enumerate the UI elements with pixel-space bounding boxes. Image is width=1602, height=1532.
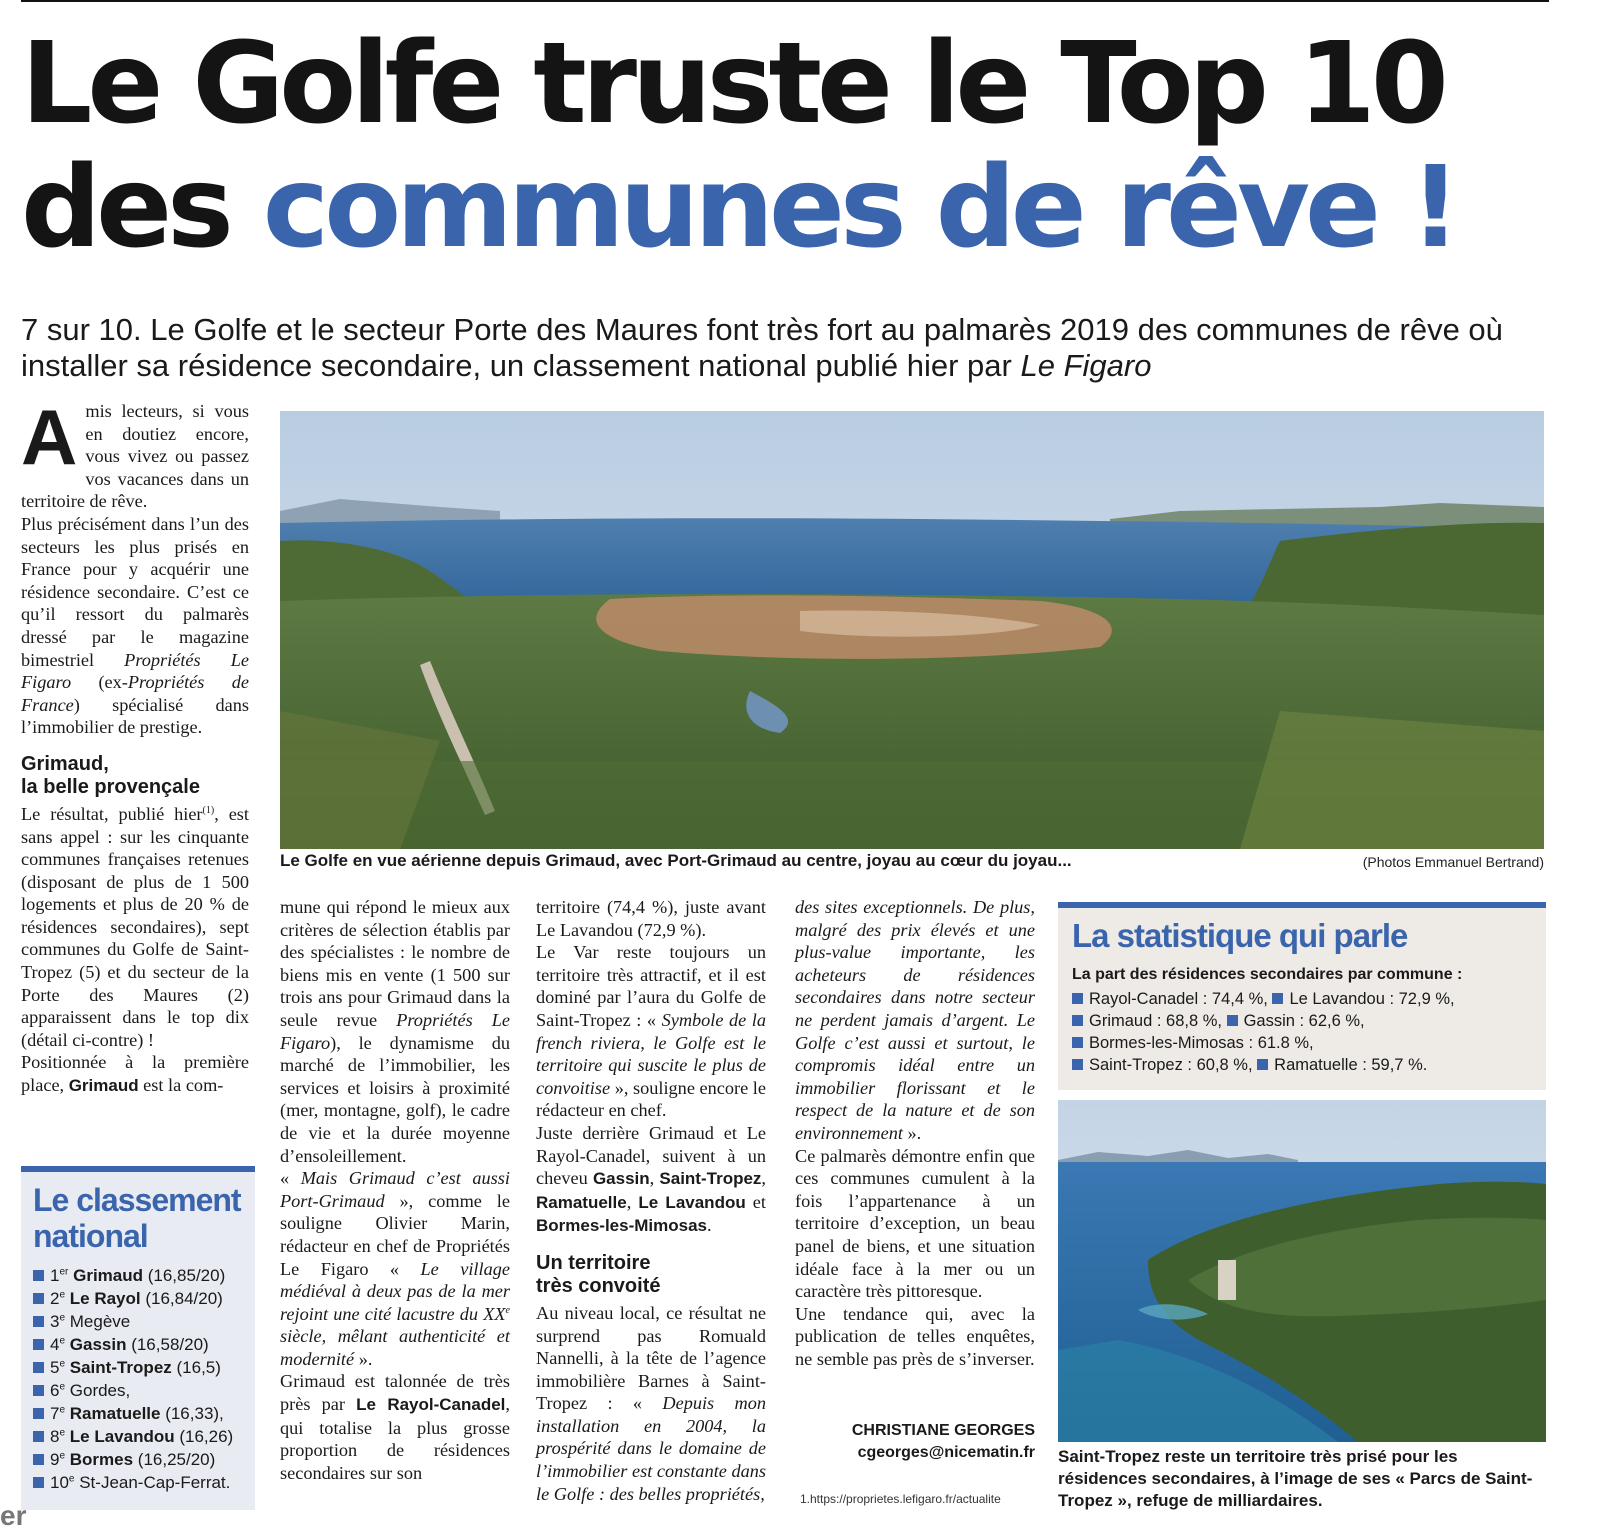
footnote: 1.https://proprietes.lefigaro.fr/actualite	[800, 1492, 1001, 1506]
square-bullet-icon	[1257, 1059, 1268, 1070]
commune-name: Saint-Tropez	[69, 1358, 172, 1377]
square-bullet-icon	[1272, 993, 1283, 1004]
rank-ordinal: e	[59, 1335, 66, 1347]
commune-name: Megève	[69, 1312, 131, 1331]
square-bullet-icon	[33, 1339, 44, 1350]
paragraph: Le résultat, publié hier$^{(1)}$, est sans appel : sur les cinquante communes françaises retenues (disposant de plus de 1 500 logements et plus de 20 % de résidences secondaires), sept communes du Golfe de Saint-Tropez (5) et du secteur de la Porte des Maures (2) apparaissent dans le top dix (détail ci-contre) !	[21, 803, 249, 1050]
commune-score: (16,33),	[160, 1404, 224, 1423]
top-rule	[21, 0, 1549, 2]
statistique-box	[1058, 902, 1546, 1090]
statistique-value: Saint-Tropez : 60,8 %,	[1089, 1056, 1253, 1074]
square-bullet-icon	[1072, 993, 1083, 1004]
classement-list	[21, 1264, 255, 1494]
rank-number: 5	[50, 1358, 60, 1377]
classement-item	[33, 1333, 255, 1356]
rank-ordinal: e	[59, 1404, 66, 1416]
aerial-photo-graphic	[280, 411, 1544, 849]
statistique-value: Grimaud : 68,8 %,	[1089, 1012, 1222, 1030]
standfirst-italic: Le Figaro	[1020, 348, 1152, 383]
paragraph: « Mais Grimaud c’est aussi Port-Grimaud », comme le souligne Olivier Marin, rédacteur en chef de Propriétés Le Figaro « Le village médiéval à deux pas de la mer rejoint une cité lacustre du XXe siècle, mêlant authenticité et modernité ».	[280, 1168, 510, 1369]
classement-item	[33, 1379, 255, 1402]
rank-ordinal: e	[59, 1312, 66, 1324]
rank-number: 2	[50, 1289, 60, 1308]
paragraph: Au niveau local, ce résultat ne surprend pas Romuald Nannelli, à la tête de l’agence immobilière Barnes à Saint-Tropez : « Depuis mon installation en 2004, la prospérité dans le domaine de l’immobilier est constante dans le Golfe : des belles propriétés,	[536, 1302, 767, 1504]
statistique-value: Gassin : 62,6 %,	[1243, 1012, 1365, 1030]
author-name: CHRISTIANE GEORGES	[851, 1422, 1035, 1439]
subhead-territoire: Un territoire très convoité	[536, 1251, 661, 1297]
article-column-1	[21, 393, 249, 1098]
paragraph: Plus précisément dans l’un des secteurs les plus prisés en France pour y acquérir une résidence secondaire. C’est ce qu’il ressort du palmarès dressé par le magazine bimestriel Propriétés Le Figaro (ex-Propriétés de France) spécialisé dans l’immobilier de prestige.	[21, 513, 249, 738]
rank-number: 8	[50, 1427, 60, 1446]
article-column-2	[280, 896, 510, 1484]
rank-ordinal: e	[59, 1381, 66, 1393]
subhead-grimaud: Grimaud, la belle provençale	[21, 752, 200, 798]
article-column-4	[795, 896, 1035, 1370]
statistique-value: Bormes-les-Mimosas : 61.8 %,	[1089, 1034, 1314, 1052]
commune-score: (16,26)	[174, 1427, 234, 1446]
commune-name: St-Jean-Cap-Ferrat.	[79, 1473, 231, 1492]
classement-item	[33, 1471, 255, 1494]
rank-number: 3	[50, 1312, 60, 1331]
rank-number: 6	[50, 1381, 60, 1400]
photo-caption-main: Le Golfe en vue aérienne depuis Grimaud, avec Port-Grimaud au centre, joyau au cœur du joyau...	[280, 851, 1072, 870]
classement-item	[33, 1310, 255, 1333]
square-bullet-icon	[1072, 1015, 1083, 1026]
square-bullet-icon	[33, 1477, 44, 1488]
rank-number: 4	[50, 1335, 60, 1354]
commune-name: Bormes	[69, 1450, 134, 1469]
paragraph: Une tendance qui, avec la publication de telles enquêtes, ne semble pas près de s’inverser.	[795, 1303, 1035, 1369]
commune-score: (16,5)	[171, 1358, 221, 1377]
square-bullet-icon	[33, 1385, 44, 1396]
commune-name: Grimaud	[73, 1266, 144, 1285]
classement-item	[33, 1425, 255, 1448]
paragraph-intro: Amis lecteurs, si vous en doutiez encore, vous vivez ou passez vos vacances dans un territoire de rêve.	[21, 393, 249, 512]
paragraph: Positionnée à la première place, Grimaud est la com-	[21, 1052, 249, 1096]
square-bullet-icon	[1072, 1059, 1083, 1070]
photo-saint-tropez	[1058, 1100, 1546, 1442]
rank-ordinal: e	[68, 1473, 75, 1485]
rank-number: 1	[50, 1266, 60, 1285]
classement-item	[33, 1402, 255, 1425]
square-bullet-icon	[33, 1316, 44, 1327]
author-signature	[795, 1420, 1035, 1464]
statistique-value: Rayol-Canadel : 74,4 %,	[1089, 990, 1268, 1008]
paragraph: Ce palmarès démontre enfin que ces communes cumulent à la fois l’appartenance à un territoire d’exception, un beau panel de biens, et une situation idéale face à la mer ou un caractère très pittoresque.	[795, 1145, 1035, 1302]
classement-item	[33, 1448, 255, 1471]
saint-tropez-photo-graphic	[1058, 1100, 1546, 1442]
photo-credit: (Photos Emmanuel Bertrand)	[1362, 854, 1544, 870]
statistique-value: Ramatuelle : 59,7 %.	[1274, 1056, 1428, 1074]
paragraph: territoire (74,4 %), juste avant Le Lavandou (72,9 %).	[536, 897, 766, 940]
photo-aerial-golfe	[280, 411, 1544, 849]
photo-caption-side: Saint-Tropez reste un territoire très prisé pour les résidences secondaires, à l’image de ses « Parcs de Saint-Tropez », refuge de milliardaires.	[1058, 1447, 1533, 1510]
paragraph: Juste derrière Grimaud et Le Rayol-Canadel, suivent à un cheveu Gassin, Saint-Tropez, Ramatuelle, Le Lavandou et Bormes-les-Mimosas.	[536, 1122, 766, 1236]
rank-number: 10	[50, 1473, 69, 1492]
rank-ordinal: e	[59, 1427, 66, 1439]
classement-title: Le classement national	[33, 1182, 241, 1254]
rank-ordinal: e	[59, 1289, 66, 1301]
rank-number: 9	[50, 1450, 60, 1469]
statistique-lead: La part des résidences secondaires par commune :	[1072, 966, 1463, 983]
paragraph: des sites exceptionnels. De plus, malgré des prix élevés et une plus-value importante, les acheteurs de résidences secondaires dans notre secteur ne perdent jamais d’argent. Le Golfe c’est aussi et surtout, le compromis idéal entre un immobilier florissant et le respect de la nature et de son environnement ».	[795, 897, 1035, 1143]
square-bullet-icon	[33, 1293, 44, 1304]
classement-box	[21, 1166, 255, 1510]
paragraph: Grimaud est talonnée de très près par Le Rayol-Canadel, qui totalise la plus grosse proportion de résidences secondaires sur son	[280, 1371, 510, 1483]
headline-line1: Le Golfe truste le Top 10	[21, 19, 1444, 149]
statistique-row	[1072, 1032, 1546, 1054]
commune-name: Gordes,	[69, 1381, 131, 1400]
rank-number: 7	[50, 1404, 60, 1423]
statistique-row	[1072, 1054, 1546, 1076]
commune-score: (16,58/20)	[126, 1335, 209, 1354]
classement-item	[33, 1356, 255, 1379]
dropcap: A	[21, 393, 78, 481]
article-column-3	[536, 896, 766, 1505]
headline-line2-dark: des	[21, 143, 263, 273]
square-bullet-icon	[1227, 1015, 1238, 1026]
statistique-row	[1072, 1010, 1546, 1032]
square-bullet-icon	[33, 1431, 44, 1442]
classement-item	[33, 1264, 255, 1287]
rank-ordinal: er	[59, 1266, 69, 1278]
statistique-value: Le Lavandou : 72,9 %,	[1289, 990, 1455, 1008]
statistique-rows	[1058, 988, 1546, 1076]
commune-score: (16,85/20)	[143, 1266, 226, 1285]
standfirst-text: 7 sur 10. Le Golfe et le secteur Porte des Maures font très fort au palmarès 2019 des communes de rêve où installer sa résidence secondaire, un classement national publié hier par	[21, 312, 1503, 383]
headline-line2-blue: communes de rêve !	[262, 143, 1456, 273]
rank-ordinal: e	[59, 1450, 66, 1462]
corner-fragment: er	[0, 1500, 27, 1531]
commune-name: Ramatuelle	[69, 1404, 161, 1423]
square-bullet-icon	[33, 1362, 44, 1373]
commune-name: Gassin	[69, 1335, 127, 1354]
commune-name: Le Rayol	[69, 1289, 141, 1308]
square-bullet-icon	[33, 1408, 44, 1419]
paragraph: mune qui répond le mieux aux critères de sélection établis par des spécialistes : le nombre de biens mis en vente (1 500 sur trois ans pour Grimaud dans la seule revue Propriétés Le Figaro), le dynamisme du marché de l’immobilier, les services et loisirs à proximité (mer, montagne, golf), le cadre de vie et la durée moyenne d’ensoleillement.	[280, 897, 510, 1166]
commune-name: Le Lavandou	[69, 1427, 175, 1446]
square-bullet-icon	[33, 1270, 44, 1281]
statistique-title: La statistique qui parle	[1072, 917, 1408, 954]
commune-score: (16,84/20)	[140, 1289, 223, 1308]
rank-ordinal: e	[59, 1358, 66, 1370]
standfirst	[21, 312, 1566, 384]
author-email: cgeorges@nicematin.fr	[857, 1444, 1035, 1461]
classement-item	[33, 1287, 255, 1310]
statistique-row	[1072, 988, 1546, 1010]
square-bullet-icon	[1072, 1037, 1083, 1048]
headline	[21, 19, 1581, 273]
commune-score: (16,25/20)	[133, 1450, 216, 1469]
square-bullet-icon	[33, 1454, 44, 1465]
paragraph: Le Var reste toujours un territoire très attractif, et il est dominé par l’aura du Golfe de Saint-Tropez : « Symbole de la french riviera, le Golfe est le territoire qui suscite le plus de convoitise », souligne encore le rédacteur en chef.	[536, 942, 766, 1121]
